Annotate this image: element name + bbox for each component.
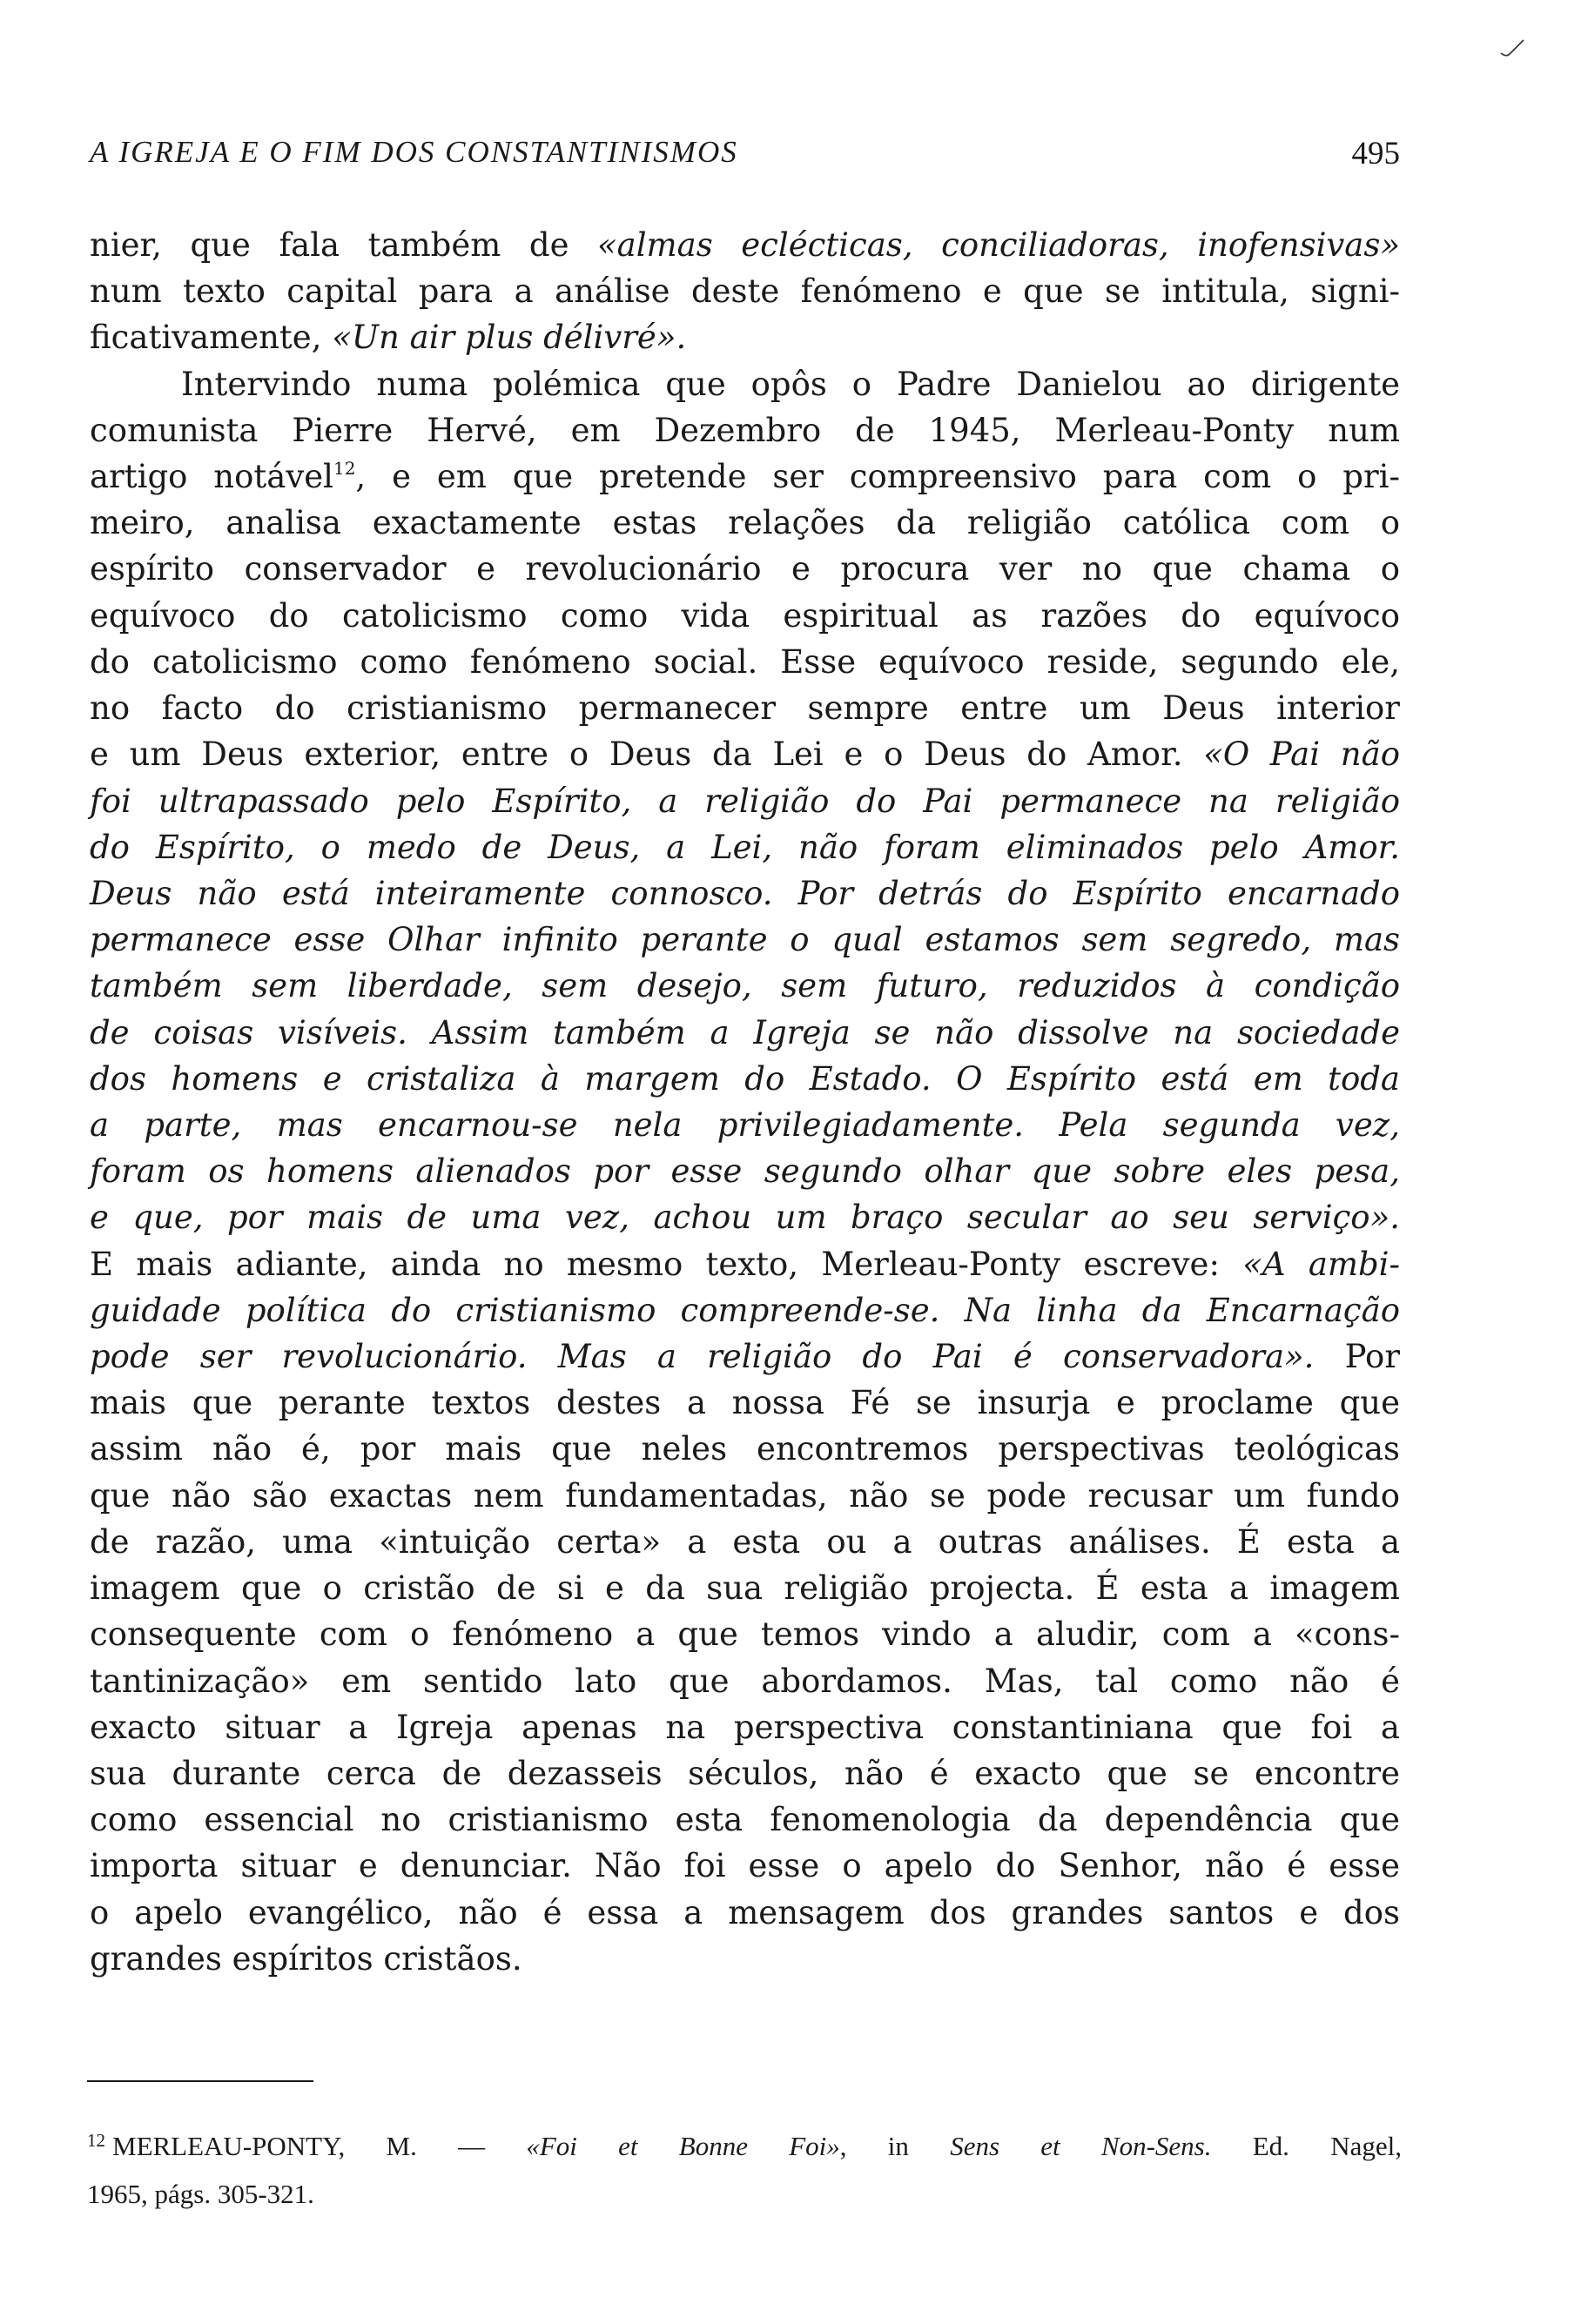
text-run: , e em que pretende ser compreensivo para com o pri- (355, 458, 1400, 495)
text-run: nier, que fala também de (90, 226, 598, 264)
text-run: espírito conservador e revolucionário e procura ver no que chama o (90, 550, 1400, 588)
text-line (90, 1287, 1400, 1334)
text-line (90, 500, 1400, 547)
italic-text: «A ambi- (1242, 1246, 1400, 1283)
text-line (90, 1102, 1400, 1149)
text-run: de razão, uma «intuição certa» a esta ou a outras análises. É esta a (90, 1523, 1400, 1561)
text-line (90, 407, 1400, 454)
text-run: exacto situar a Igreja apenas na perspectiva constantiniana que foi a (90, 1709, 1400, 1746)
italic-text: «Foi et Bonne Foi» (526, 2131, 840, 2161)
text-line (90, 1519, 1400, 1566)
text-line (90, 546, 1400, 593)
text-run: como essencial no cristianismo esta fenomenologia da dependência que (90, 1801, 1400, 1838)
text-line (181, 361, 1400, 408)
footnote-separator (87, 2080, 313, 2082)
text-line (90, 963, 1400, 1010)
text-line (90, 314, 1400, 361)
text-run: do catolicismo como fenómeno social. Esse equívoco reside, segundo ele, (90, 643, 1400, 681)
italic-text: permanece esse Olhar infinito perante o qual estamos sem segredo, mas (90, 921, 1400, 958)
text-run: assim não é, por mais que neles encontremos perspectivas teológicas (90, 1430, 1400, 1468)
text-run: importa situar e denunciar. Não foi esse o apelo do Senhor, não é esse (90, 1847, 1400, 1884)
text-line (90, 1333, 1400, 1380)
text-run: Intervindo numa polémica que opôs o Padre Danielou ao dirigente (181, 366, 1400, 403)
text-line (90, 685, 1400, 732)
italic-text: Sens et Non-Sens. (950, 2131, 1212, 2161)
italic-text: Deus não está inteiramente connosco. Por detrás do Espírito encarnado (90, 875, 1400, 912)
text-line (90, 1056, 1400, 1103)
text-run: Ed. Nagel, (1211, 2131, 1402, 2161)
text-run: Por (1314, 1338, 1401, 1375)
text-line (90, 1658, 1400, 1705)
italic-text: «Un air plus délivré». (332, 319, 687, 356)
body-text (90, 222, 1401, 1978)
text-run: ficativamente, (90, 319, 333, 356)
text-line (90, 1010, 1400, 1057)
text-line (90, 1936, 1400, 1983)
text-line (90, 268, 1400, 315)
text-run: comunista Pierre Hervé, em Dezembro de 1945, Merleau-Ponty num (90, 412, 1400, 449)
italic-text: foram os homens alienados por esse segundo olhar que sobre eles pesa, (90, 1152, 1400, 1190)
text-line (90, 1750, 1400, 1797)
italic-text: do Espírito, o medo de Deus, a Lei, não foram eliminados pelo Amor. (90, 829, 1400, 866)
text-run: equívoco do catolicismo como vida espiritual as razões do equívoco (90, 597, 1400, 635)
text-run: imagem que o cristão de si e da sua religião projecta. É esta a imagem (90, 1569, 1400, 1607)
text-run: e um Deus exterior, entre o Deus da Lei e o Deus do Amor. (90, 735, 1204, 773)
italic-text: a parte, mas encarnou-se nela privilegiadamente. Pela segunda vez, (90, 1106, 1400, 1144)
text-line (90, 731, 1400, 778)
text-run: artigo notável (90, 458, 333, 495)
text-line (90, 593, 1400, 640)
running-head-title: A IGREJA E O FIM DOS CONSTANTINISMOS (90, 135, 738, 169)
text-line (90, 222, 1400, 269)
italic-text: também sem liberdade, sem desejo, sem futuro, reduzidos à condição (90, 967, 1400, 1004)
text-run: o apelo evangélico, não é essa a mensagem dos grandes santos e dos (90, 1894, 1400, 1931)
italic-text: «almas eclécticas, conciliadoras, inofensivas» (597, 226, 1400, 264)
text-line (90, 1890, 1400, 1937)
footnote-number: 12 (87, 2130, 105, 2151)
italic-text: foi ultrapassado pelo Espírito, a religião do Pai permanece na religião (90, 783, 1400, 820)
text-run: sua durante cerca de dezasseis séculos, não é exacto que se encontre (90, 1755, 1400, 1792)
text-run: MERLEAU-PONTY, M. — (112, 2131, 527, 2161)
pencil-check-mark (1499, 38, 1525, 59)
text-line (90, 1148, 1400, 1195)
text-run: mais que perante textos destes a nossa Fé se insurja e proclame que (90, 1384, 1400, 1421)
text-line (90, 1843, 1400, 1890)
text-run: , in (839, 2131, 951, 2161)
text-line (90, 1194, 1400, 1241)
footnote-line-1 (87, 2124, 1402, 2169)
text-line (90, 1797, 1400, 1844)
text-run: E mais adiante, ainda no mesmo texto, Merleau-Ponty escreve: (90, 1246, 1243, 1283)
running-head (90, 135, 1400, 178)
text-line (90, 1704, 1400, 1751)
italic-text: dos homens e cristaliza à margem do Estado. O Espírito está em toda (90, 1060, 1400, 1098)
text-run: que não são exactas nem fundamentadas, não se pode recusar um fundo (90, 1477, 1400, 1515)
text-run: meiro, analisa exactamente estas relações da religião católica com o (90, 504, 1400, 541)
italic-text: de coisas visíveis. Assim também a Igreja se não dissolve na sociedade (90, 1014, 1400, 1051)
text-run: consequente com o fenómeno a que temos vindo a aludir, com a «cons- (90, 1615, 1400, 1653)
text-run: num texto capital para a análise deste fenómeno e que se intitula, signi- (90, 272, 1400, 310)
footnote-text-1 (112, 2131, 1402, 2161)
footnote-line-2 (87, 2172, 1402, 2217)
text-run: grandes espíritos cristãos. (90, 1940, 522, 1978)
italic-text: guidade política do cristianismo compreende-se. Na linha da Encarnação (90, 1292, 1400, 1329)
text-line (90, 453, 1400, 500)
italic-text: «O Pai não (1203, 735, 1400, 773)
text-line (90, 1241, 1400, 1288)
text-line (90, 1473, 1400, 1520)
text-run: tantinização» em sentido lato que abordamos. Mas, tal como não é (90, 1662, 1400, 1700)
page-number: 495 (1351, 136, 1400, 171)
text-run: 1965, págs. 305-321. (87, 2179, 314, 2209)
italic-text: e que, por mais de uma vez, achou um braço secular ao seu serviço». (90, 1199, 1400, 1236)
text-line (90, 778, 1400, 825)
text-line (90, 1611, 1400, 1658)
text-line (90, 1426, 1400, 1473)
italic-text: pode ser revolucionário. Mas a religião do Pai é conservadora». (90, 1338, 1315, 1375)
footnote-12 (87, 2124, 1402, 2220)
text-line (90, 870, 1400, 917)
footnote-reference: 12 (333, 458, 356, 479)
text-line (90, 1380, 1400, 1427)
text-line (90, 824, 1400, 871)
footnote-text-2 (87, 2179, 314, 2209)
text-line (90, 1565, 1400, 1612)
text-line (90, 639, 1400, 686)
text-run: no facto do cristianismo permanecer sempre entre um Deus interior (90, 689, 1400, 727)
text-line (90, 917, 1400, 964)
